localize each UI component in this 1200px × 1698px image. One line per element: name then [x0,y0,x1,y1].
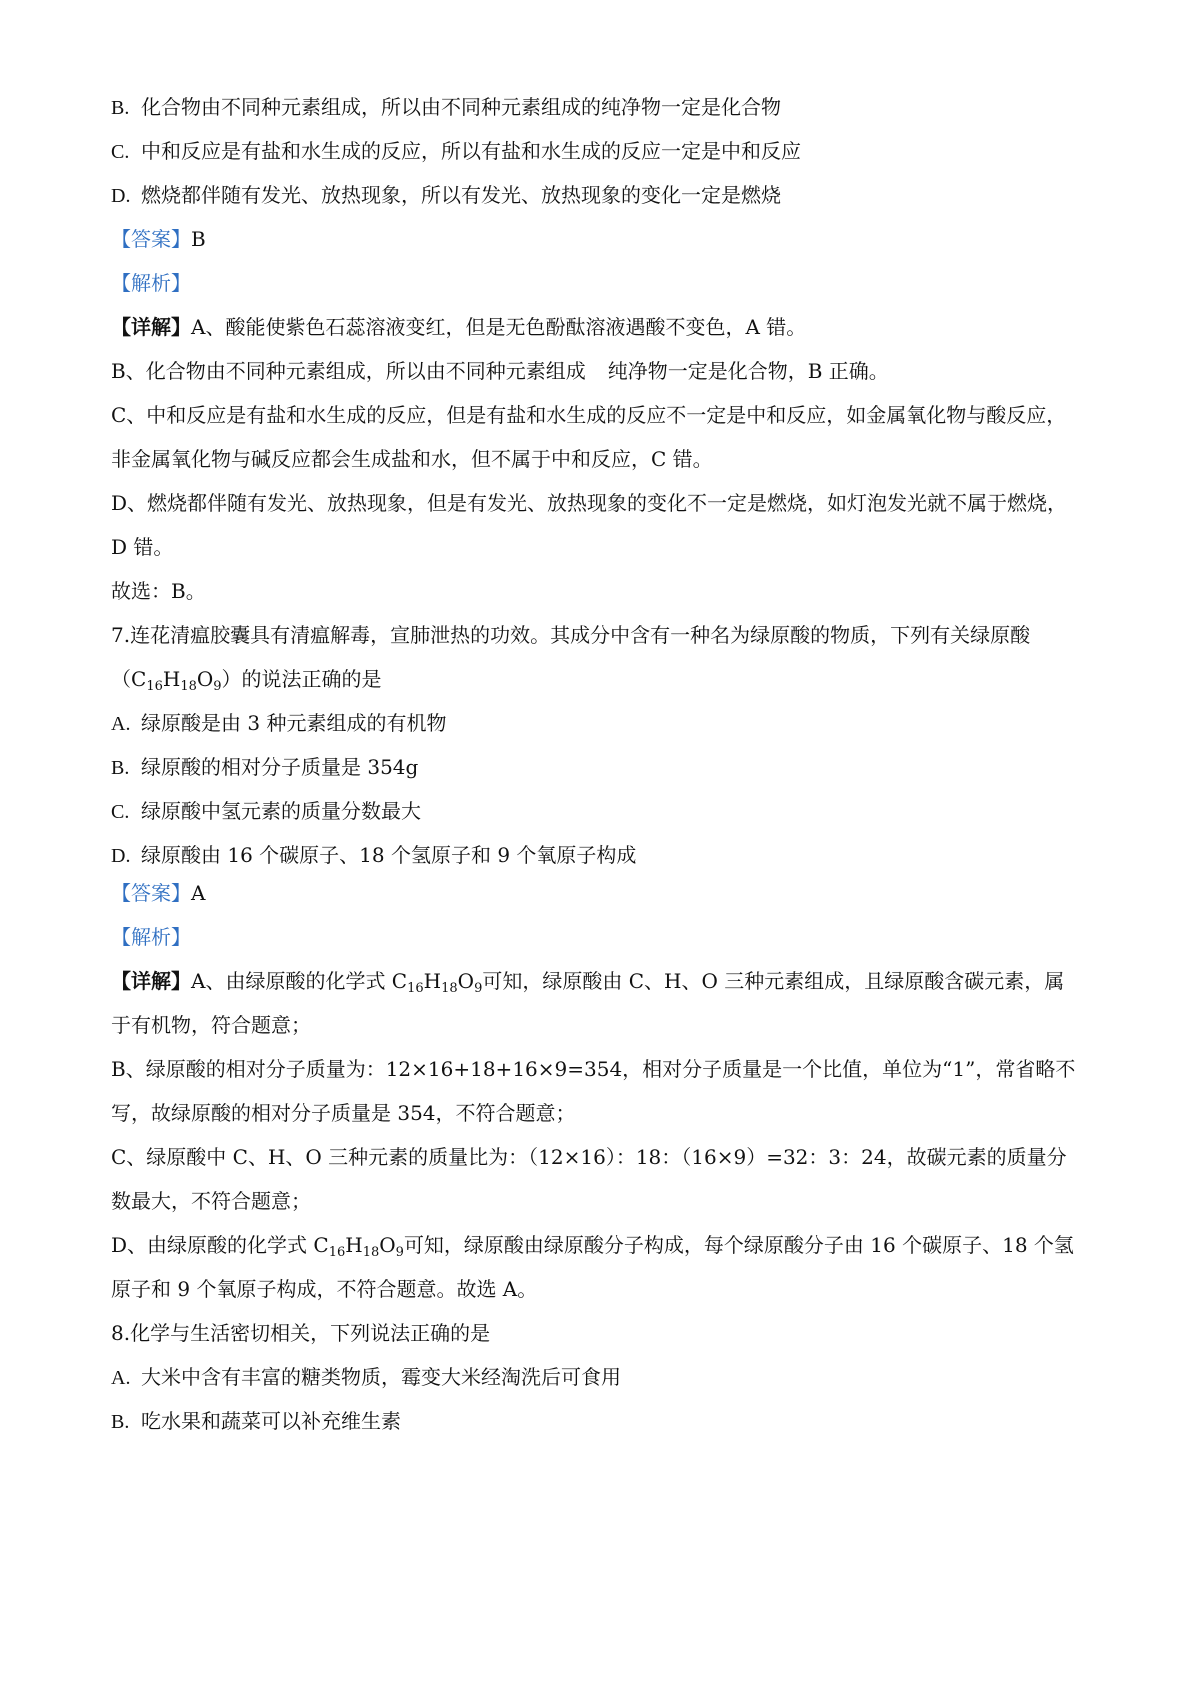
option-letter: D. [111,845,131,867]
detail-text: D、燃烧都伴随有发光、放热现象，但是有发光、放热现象的变化不一定是燃烧，如灯泡发光就不属于燃烧， [111,491,1068,515]
analysis-tag: 【解析】 [111,271,191,295]
q7-detail-d2 [111,1274,1101,1304]
formula-element: H [423,969,442,993]
detail-text: 原子和 9 个氧原子构成，不符合题意。故选 A。 [111,1277,538,1301]
detail-text-suffix: 可知，绿原酸由绿原酸分子构成，每个绿原酸分子由 16 个碳原子、18 个氢 [403,1233,1074,1257]
q8-stem [111,1318,1101,1348]
detail-text: D 错。 [111,535,174,559]
option-letter: A. [111,713,131,735]
q7-stem-line1 [111,620,1101,650]
option-letter: B. [111,1411,130,1433]
stem-suffix: ）的说法正确的是 [221,667,382,691]
q7-detail-b2 [111,1098,1101,1128]
detail-text: 数最大，不符合题意； [111,1189,311,1213]
q6-detail-c2 [111,444,1101,474]
q7-option-d [111,840,1101,871]
q7-detail-a1 [111,966,1101,996]
answer-value: A [191,881,206,905]
detail-text-prefix: A、由绿原酸的化学式 C [191,969,408,993]
option-text: 吃水果和蔬菜可以补充维生素 [141,1409,401,1433]
formula-subscript: 9 [213,679,222,694]
q6-conclusion [111,576,1101,606]
q6-analysis-heading [111,268,1101,298]
q7-detail-c1 [111,1142,1101,1172]
option-letter: B. [111,97,130,119]
formula-subscript: 9 [474,981,483,996]
formula-subscript: 9 [395,1245,404,1260]
q6-detail-d2 [111,532,1101,562]
q6-option-c [111,136,1101,167]
q6-option-d [111,180,1101,211]
q7-option-c [111,796,1101,827]
detail-text: 写，故绿原酸的相对分子质量是 354，不符合题意； [111,1101,576,1125]
detail-text: A、酸能使紫色石蕊溶液变红，但是无色酚酞溶液遇酸不变色，A 错。 [191,315,807,339]
q7-stem-line2 [111,664,1101,694]
option-text: 绿原酸中氢元素的质量分数最大 [141,799,421,823]
analysis-tag: 【解析】 [111,925,191,949]
option-letter: A. [111,1367,131,1389]
option-letter: B. [111,757,130,779]
formula-element: O [196,667,214,691]
formula-subscript: 18 [362,1245,380,1260]
q7-detail-c2 [111,1186,1101,1216]
answer-tag: 【答案】 [111,881,191,905]
q7-detail-d1 [111,1230,1101,1260]
detail-text: 非金属氧化物与碱反应都会生成盐和水，但不属于中和反应，C 错。 [111,447,713,471]
option-text: 绿原酸由 16 个碳原子、18 个氢原子和 9 个氧原子构成 [141,843,637,867]
detail-text: C、中和反应是有盐和水生成的反应，但是有盐和水生成的反应不一定是中和反应，如金属氧化物与酸反应， [111,403,1067,427]
detail-text: 于有机物，符合题意； [111,1013,311,1037]
q6-detail-b [111,356,1101,386]
formula-element: O [457,969,475,993]
question-stem: 8.化学与生活密切相关，下列说法正确的是 [111,1321,491,1345]
formula-element: H [162,667,181,691]
q6-answer [111,224,1101,254]
option-letter: C. [111,141,130,163]
option-text: 绿原酸是由 3 种元素组成的有机物 [141,711,447,735]
q6-option-b [111,92,1101,123]
formula-subscript: 18 [441,981,458,996]
option-letter: C. [111,801,130,823]
detail-tag: 【详解】 [111,969,191,993]
question-stem: 7.连花清瘟胶囊具有清瘟解毒，宣肺泄热的功效。其成分中含有一种名为绿原酸的物质，下列有关绿原酸 [111,623,1031,647]
q8-option-a [111,1362,1101,1393]
option-letter: D. [111,185,131,207]
q8-option-b [111,1406,1101,1437]
q7-detail-a2 [111,1010,1101,1040]
q6-detail-a [111,312,1101,342]
detail-text-part2: 纯净物一定是化合物，B 正确。 [607,359,889,383]
formula-subscript: 16 [146,679,163,694]
option-text: 中和反应是有盐和水生成的反应，所以有盐和水生成的反应一定是中和反应 [141,139,801,163]
stem-prefix: （C [111,667,147,691]
q7-answer [111,878,1101,908]
formula-element: O [379,1233,396,1257]
detail-text-prefix: D、由绿原酸的化学式 C [111,1233,329,1257]
q7-option-b [111,752,1101,783]
q7-analysis-heading [111,922,1101,952]
detail-tag: 【详解】 [111,315,191,339]
answer-tag: 【答案】 [111,227,191,251]
formula-element: H [345,1233,363,1257]
detail-text: B、绿原酸的相对分子质量为：12×16+18+16×9=354，相对分子质量是一个比值，单位为“1”，常省略不 [111,1057,1076,1081]
formula-subscript: 18 [180,679,197,694]
detail-text-part1: B、化合物由不同种元素组成，所以由不同种元素组成 [111,359,586,383]
conclusion-text: 故选：B。 [111,579,206,603]
answer-value: B [191,227,206,251]
formula-subscript: 16 [407,981,424,996]
q7-detail-b1 [111,1054,1101,1084]
option-text: 绿原酸的相对分子质量是 354g [141,755,419,779]
q6-detail-c1 [111,400,1101,430]
option-text: 大米中含有丰富的糖类物质，霉变大米经淘洗后可食用 [141,1365,621,1389]
q7-option-a [111,708,1101,739]
option-text: 燃烧都伴随有发光、放热现象，所以有发光、放热现象的变化一定是燃烧 [141,183,781,207]
detail-text-suffix: 可知，绿原酸由 C、H、O 三种元素组成，且绿原酸含碳元素，属 [482,969,1065,993]
option-text: 化合物由不同种元素组成，所以由不同种元素组成的纯净物一定是化合物 [141,95,781,119]
q6-detail-d1 [111,488,1101,518]
formula-subscript: 16 [328,1245,346,1260]
detail-text: C、绿原酸中 C、H、O 三种元素的质量比为：（12×16）：18：（16×9）=32：3：24，故碳元素的质量分 [111,1145,1067,1169]
